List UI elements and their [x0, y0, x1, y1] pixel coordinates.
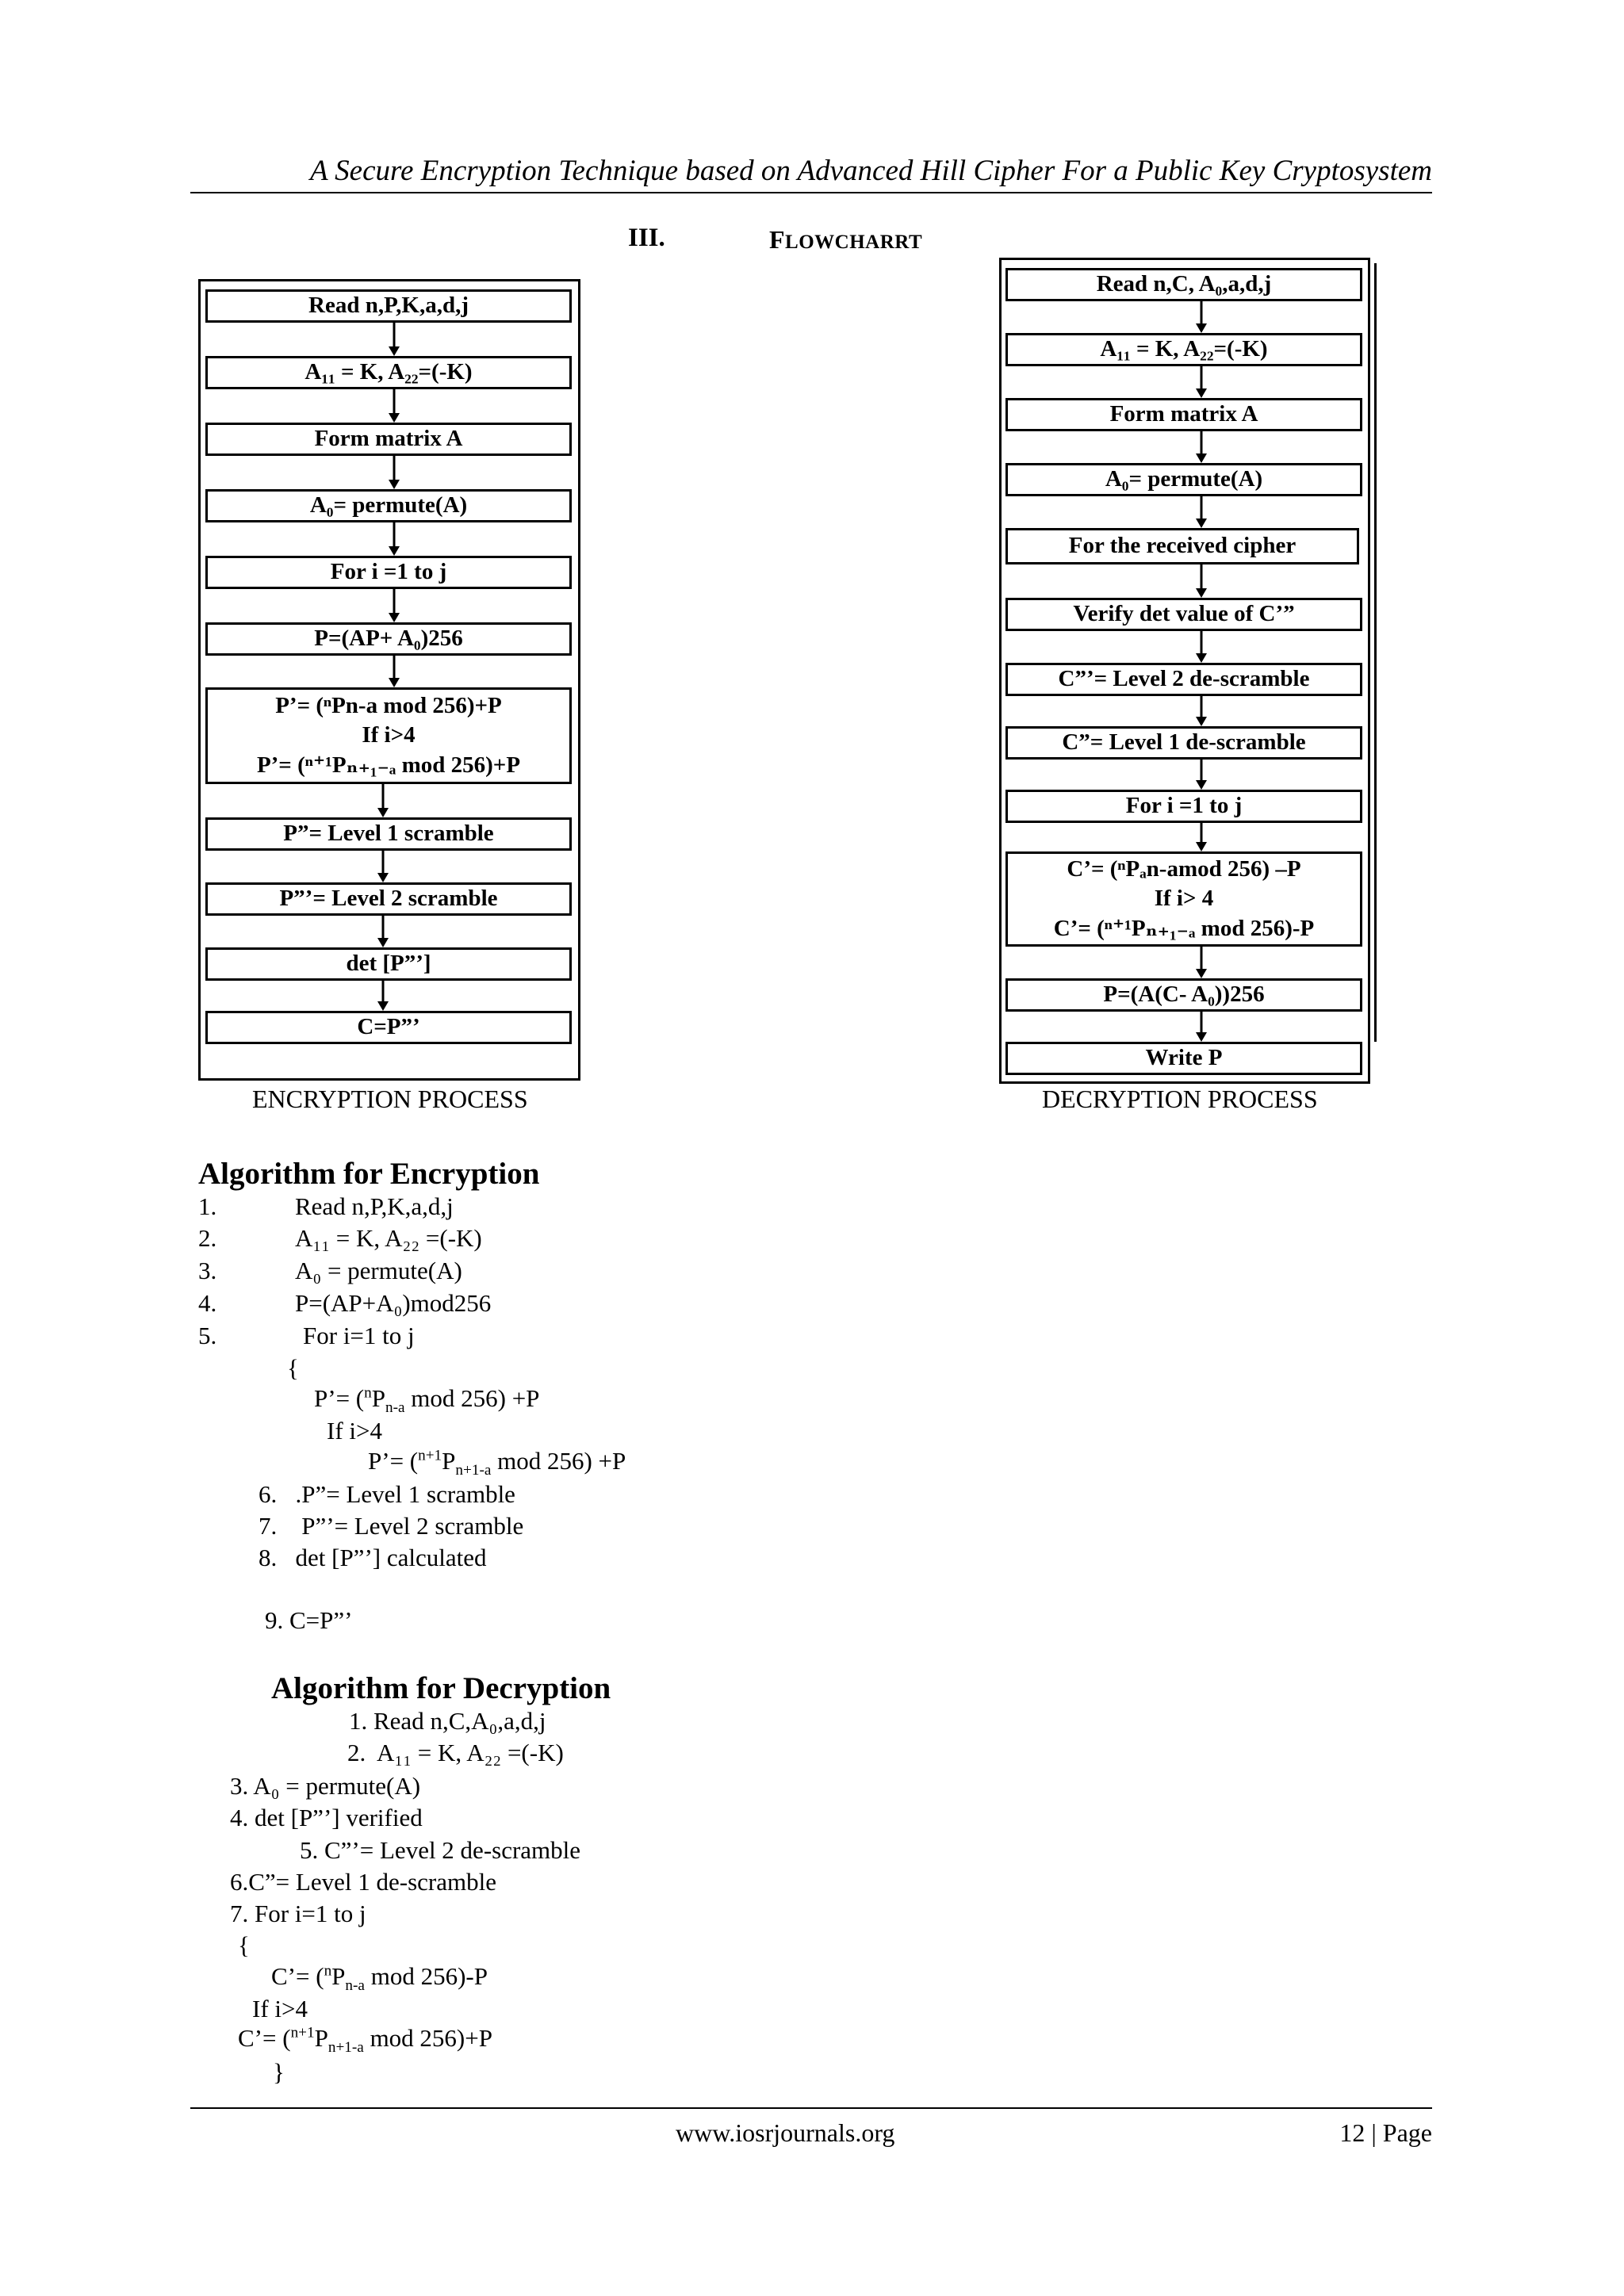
dec-step-2: 2. A₁₁ = K, A₂₂ =(-K): [347, 1739, 564, 1766]
dec-step-box: [1005, 1042, 1362, 1075]
decryption-algorithm-heading: Algorithm for Decryption: [271, 1671, 611, 1705]
dec-step-6: 6.C”= Level 1 de-scramble: [230, 1868, 496, 1896]
enc-step-text: P”’= Level 2 scramble: [279, 886, 498, 912]
dec-step-text: Read n,C, A₀,a,d,j: [1096, 271, 1272, 297]
enc-step-1: Read n,P,K,a,d,j: [295, 1192, 454, 1220]
dec-arrow-head: [1196, 653, 1207, 663]
enc-step-box: [205, 817, 572, 851]
enc-step-text: If i>4: [362, 722, 416, 748]
enc-step-4: P=(AP+A₀)mod256: [295, 1289, 492, 1317]
dec-arrow-head: [1196, 588, 1207, 598]
enc-step-text: Form matrix A: [314, 426, 463, 452]
dec-step-4: 4. det [P”’] verified: [230, 1804, 423, 1831]
page-footer: [190, 2107, 1432, 2147]
dec-step-box: [1005, 851, 1362, 947]
dec-step-box: [1005, 528, 1359, 564]
enc-step-box: [205, 687, 572, 784]
encryption-caption: ENCRYPTION PROCESS: [252, 1085, 528, 1113]
dec-step-text: C”’= Level 2 de-scramble: [1058, 666, 1310, 692]
enc-step-box: [205, 1011, 572, 1044]
enc-step-box: [205, 556, 572, 589]
enc-step-text: P’= (ⁿPn-a mod 256)+P: [275, 693, 502, 719]
dec-step-box: [1005, 790, 1362, 823]
enc-step-text: C=P”’: [357, 1014, 420, 1040]
dec-step-box: [1005, 978, 1362, 1012]
dec-arrow-head: [1196, 453, 1207, 463]
enc-arrow-head: [389, 346, 400, 356]
enc-step-2-number: 2.: [198, 1224, 217, 1252]
encryption-algorithm-heading: Algorithm for Encryption: [198, 1157, 540, 1191]
dec-step-text: Form matrix A: [1109, 401, 1258, 427]
dec-step-text: C’= (ⁿPₐn-amod 256) –P: [1067, 856, 1301, 882]
enc-step-5-number: 5.: [198, 1322, 217, 1349]
dec-arrow-head: [1196, 842, 1207, 851]
enc-step-box: [205, 356, 572, 389]
dec-step-1: 1. Read n,C,A₀,a,d,j: [349, 1707, 546, 1735]
enc-arrow-head: [377, 938, 389, 947]
enc-loop-if: If i>4: [327, 1417, 382, 1445]
enc-step-2: A₁₁ = K, A₂₂ =(-K): [295, 1224, 482, 1252]
page-header: [190, 0, 1432, 193]
dec-step-text: For the received cipher: [1068, 533, 1297, 559]
enc-brace-open: {: [287, 1354, 299, 1382]
dec-brace-close: }: [273, 2058, 285, 2086]
enc-arrow-head: [389, 480, 400, 489]
dec-loop-if: If i>4: [252, 1995, 308, 2022]
dec-step-text: C”= Level 1 de-scramble: [1062, 729, 1306, 756]
enc-step-text: det [P”’]: [346, 951, 431, 977]
enc-step-3: A₀ = permute(A): [295, 1257, 462, 1284]
enc-step-5: For i=1 to j: [303, 1322, 415, 1349]
enc-step-box: [205, 882, 572, 916]
enc-arrow-head: [389, 546, 400, 556]
enc-step-box: [205, 947, 572, 981]
enc-step-9: 9. C=P”’: [265, 1606, 353, 1634]
dec-arrow-head: [1196, 717, 1207, 726]
enc-step-box: [205, 622, 572, 656]
enc-arrow-head: [389, 413, 400, 423]
dec-step-text: If i> 4: [1154, 886, 1214, 912]
dec-arrow-head: [1196, 323, 1207, 333]
decryption-flowchart: [999, 258, 1370, 1084]
dec-step-box: [1005, 463, 1362, 496]
enc-arrow-head: [377, 873, 389, 882]
dec-step-text: C’= (ⁿ⁺¹Pₙ₊₁₋ₐ mod 256)-P: [1053, 915, 1315, 941]
enc-step-text: P”= Level 1 scramble: [283, 821, 494, 847]
dec-step-5: 5. C”’= Level 2 de-scramble: [300, 1836, 581, 1864]
dec-step-box: [1005, 726, 1362, 760]
enc-step-text: P’= (ⁿ⁺¹Pₙ₊₁₋ₐ mod 256)+P: [256, 752, 521, 778]
enc-arrow-head: [377, 808, 389, 817]
enc-step-8: 8. det [P”’] calculated: [259, 1544, 487, 1571]
enc-step-3-number: 3.: [198, 1257, 217, 1284]
section-number: III.: [628, 224, 665, 252]
enc-loop-line-1: P’= ($^nP_{n-a}$ mod 256) +P: [314, 1384, 540, 1417]
dec-step-text: P=(A(C- A₀))256: [1103, 982, 1265, 1008]
enc-step-text: P=(AP+ A₀)256: [314, 626, 463, 652]
enc-step-6: 6. .P”= Level 1 scramble: [259, 1480, 515, 1508]
enc-arrow-head: [389, 678, 400, 687]
dec-step-box: [1005, 333, 1362, 366]
enc-step-1-number: 1.: [198, 1192, 217, 1220]
running-title: A Secure Encryption Technique based on Advanced Hill Cipher For a Public Key Cryptosystem: [310, 155, 1432, 187]
enc-step-text: A₁₁ = K, A₂₂=(-K): [304, 359, 473, 385]
dec-arrow-head: [1196, 780, 1207, 790]
dec-arrow-head: [1196, 969, 1207, 978]
enc-loop-line-2: P’= ($^{n+1}P_{n+1-a}$ mod 256) +P: [368, 1447, 626, 1479]
enc-step-7: 7. P”’= Level 2 scramble: [259, 1512, 524, 1540]
dec-step-box: [1005, 598, 1362, 631]
enc-step-text: Read n,P,K,a,d,j: [308, 293, 469, 319]
dec-arrow-head: [1196, 519, 1207, 528]
section-title: FLOWCHARRT: [769, 225, 923, 254]
enc-arrow-head: [377, 1001, 389, 1011]
journal-url: www.iosrjournals.org: [676, 2118, 895, 2147]
enc-arrow-head: [389, 613, 400, 622]
dec-loop-line-1: C’= ($^nP_{n-a}$ mod 256)-P: [271, 1962, 488, 1995]
page-number: 12 | Page: [1339, 2118, 1432, 2147]
enc-step-box: [205, 489, 572, 522]
dec-step-7: 7. For i=1 to j: [230, 1900, 366, 1927]
enc-step-box: [205, 423, 572, 456]
dec-loop-line-2: C’= ($^{n+1}P_{n+1-a}$ mod 256)+P: [238, 2024, 492, 2057]
dec-step-box: [1005, 268, 1362, 301]
dec-step-text: For i =1 to j: [1125, 793, 1243, 819]
enc-step-text: For i =1 to j: [330, 559, 447, 585]
dec-arrow-head: [1196, 1032, 1207, 1042]
dec-step-box: [1005, 663, 1362, 696]
dec-step-box: [1005, 398, 1362, 431]
dec-step-text: Write P: [1145, 1045, 1223, 1071]
dec-step-text: Verify det value of C’”: [1073, 601, 1295, 627]
decryption-caption: DECRYPTION PROCESS: [1042, 1085, 1318, 1113]
dec-brace-open: {: [238, 1931, 250, 1959]
enc-step-text: A₀= permute(A): [309, 492, 468, 519]
dec-arrow-head: [1196, 388, 1207, 398]
dec-step-text: A₀= permute(A): [1105, 466, 1263, 492]
dec-step-text: A₁₁ = K, A₂₂=(-K): [1100, 336, 1268, 362]
enc-step-4-number: 4.: [198, 1289, 217, 1317]
dec-step-3: 3. A₀ = permute(A): [230, 1772, 421, 1800]
enc-step-box: [205, 289, 572, 323]
encryption-flowchart: [198, 279, 580, 1081]
